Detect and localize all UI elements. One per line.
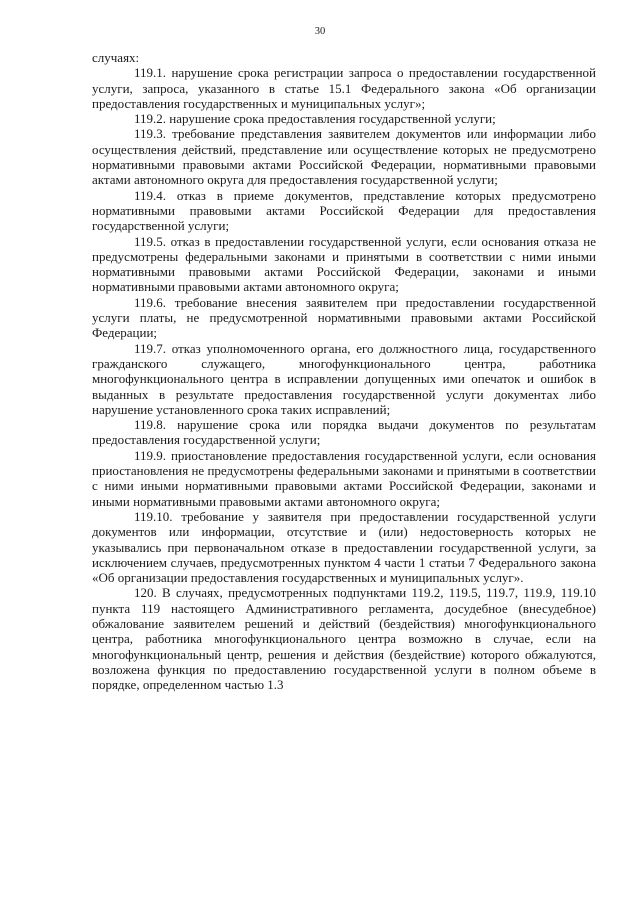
paragraph-119-3: 119.3. требование представления заявителем документов или информации либо осуществления действий, представление или осуществление которых не предусмотрено нормативными правовыми актами Российской Федерации, нормативными правовыми актами автономного округа для предоставления государственной услуги; (92, 126, 596, 188)
paragraph-intro: случаях: (92, 50, 140, 65)
paragraph-119-9: 119.9. приостановление предоставления государственной услуги, если основания приостановления не предусмотрены федеральными законами и принятыми в соответствии с ними иными нормативными правовыми актами Российской Федерации, законами и иными нормативными правовыми актами автономного округа; (92, 447, 596, 509)
document-body (92, 50, 596, 692)
paragraph-120: 120. В случаях, предусмотренных подпунктами 119.2, 119.5, 119.7, 119.9, 119.10 пункта 119 настоящего Административного регламента, досудебное (внесудебное) обжалование заявителем решений и действий (бездействия) многофункционального центра, работника многофункционального центра возможно в случае, если на многофункциональный центр, решения и действия (бездействие) которого обжалуются, возложена функция по предоставлению государственной услуги в полном объеме в порядке, определенном частью 1.3 (92, 585, 596, 693)
paragraph-119-4: 119.4. отказ в приеме документов, представление которых предусмотрено нормативными правовыми актами Российской Федерации для предоставления государственной услуги; (92, 187, 596, 234)
paragraph-119-6: 119.6. требование внесения заявителем при предоставлении государственной услуги платы, не предусмотренной нормативными правовыми актами Российской Федерации; (92, 294, 596, 341)
paragraph-119-7: 119.7. отказ уполномоченного органа, его должностного лица, государственного гражданского служащего, многофункционального центра, работника многофункционального центра в исправлении допущенных ими опечаток и ошибок в выданных в результате предоставления государственной услуги документах либо нарушение установленного срока таких исправлений; (92, 340, 596, 417)
paragraph-119-2: 119.2. нарушение срока предоставления государственной услуги; (134, 111, 496, 127)
paragraph-119-8: 119.8. нарушение срока или порядка выдачи документов по результатам предоставления государственной услуги; (92, 417, 596, 448)
page-number: 30 (314, 26, 326, 37)
paragraph-119-5: 119.5. отказ в предоставлении государственной услуги, если основания отказа не предусмотрены федеральными законами и принятыми в соответствии с ними иными нормативными правовыми актами Российской Федерации, законами и иными нормативными правовыми актами автономного округа; (92, 233, 596, 295)
paragraph-119-1: 119.1. нарушение срока регистрации запроса о предоставлении государственной услуги, запроса, указанного в статье 15.1 Федерального закона «Об организации предоставления государственных и муниципальных услуг»; (92, 65, 596, 111)
paragraph-119-10: 119.10. требование у заявителя при предоставлении государственной услуги документов или информации, отсутствие и (или) недостоверность которых не указывались при первоначальном отказе в предоставлении государственной услуги, за исключением случаев, предусмотренных пунктом 4 части 1 статьи 7 Федерального закона «Об организации предоставления государственных и муниципальных услуг». (92, 508, 596, 586)
